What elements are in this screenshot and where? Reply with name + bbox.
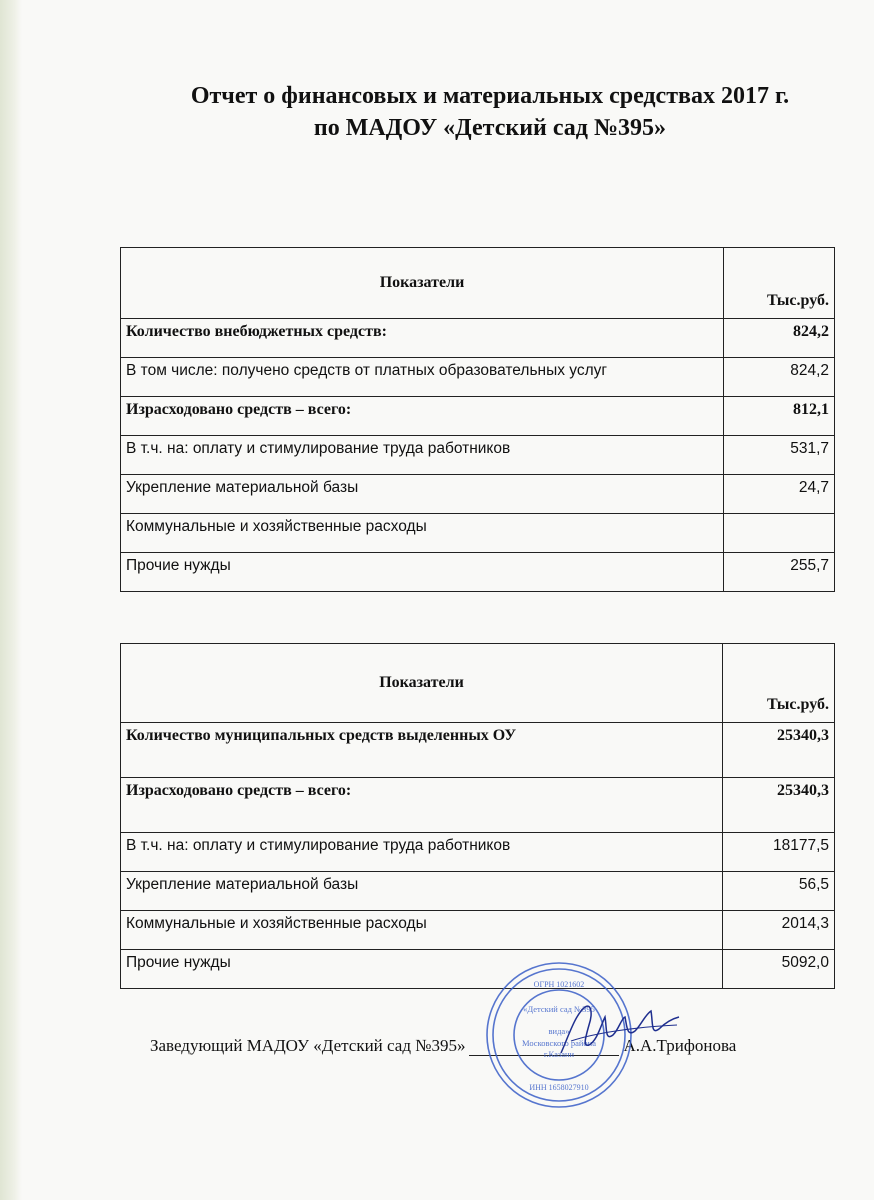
document-title <box>120 80 860 144</box>
row-label: Коммунальные и хозяйственные расходы <box>121 911 723 950</box>
row-value: 824,2 <box>724 319 835 358</box>
row-label: Прочие нужды <box>121 950 723 989</box>
table-row <box>121 950 835 989</box>
municipal-table <box>120 643 835 989</box>
row-label: В т.ч. на: оплату и стимулирование труда работников <box>121 436 724 475</box>
row-value: 531,7 <box>724 436 835 475</box>
row-value: 18177,5 <box>723 833 835 872</box>
row-label: Прочие нужды <box>121 553 724 592</box>
row-label: В том числе: получено средств от платных образовательных услуг <box>121 358 724 397</box>
table-row <box>121 872 835 911</box>
stamp-line-2: вида» <box>548 1026 570 1036</box>
row-value: 25340,3 <box>723 723 835 778</box>
title-line-2: по МАДОУ «Детский сад №395» <box>313 115 667 141</box>
row-value: 24,7 <box>724 475 835 514</box>
signatory-name: А.А.Трифонова <box>623 1036 737 1055</box>
row-label: В т.ч. на: оплату и стимулирование труда работников <box>121 833 723 872</box>
row-value: 2014,3 <box>723 911 835 950</box>
row-value: 255,7 <box>724 553 835 592</box>
stamp-line-1: «Детский сад №395 <box>523 1004 595 1014</box>
row-value: 25340,3 <box>723 778 835 833</box>
table-row <box>121 553 835 592</box>
table-row <box>121 833 835 872</box>
row-label: Количество внебюджетных средств: <box>121 319 724 358</box>
stamp-line-3: Московского района <box>521 1038 597 1048</box>
table-row <box>121 358 835 397</box>
handwritten-signature <box>555 995 685 1065</box>
row-label: Количество муниципальных средств выделенных ОУ <box>121 723 723 778</box>
row-label: Коммунальные и хозяйственные расходы <box>121 514 724 553</box>
row-label: Израсходовано средств – всего: <box>121 397 724 436</box>
table-row <box>121 514 835 553</box>
table-header-row <box>121 644 835 723</box>
stamp-ogrn: ОГРН 1021602 <box>533 980 585 989</box>
header-thousand-rub: Тыс.руб. <box>723 644 835 723</box>
header-indicators: Показатели <box>121 248 724 319</box>
header-indicators: Показатели <box>121 644 723 723</box>
row-label: Израсходовано средств – всего: <box>121 778 723 833</box>
table-row <box>121 475 835 514</box>
table-row <box>121 911 835 950</box>
table-row <box>121 397 835 436</box>
table-row <box>121 778 835 833</box>
title-line-1: Отчет о финансовых и материальных средствах 2017 г. <box>190 83 790 109</box>
stamp-inn: ИНН 1658027910 <box>529 1083 589 1092</box>
page-edge <box>0 0 22 1200</box>
table-row <box>121 723 835 778</box>
row-label: Укрепление материальной базы <box>121 872 723 911</box>
row-value <box>724 514 835 553</box>
row-value: 812,1 <box>724 397 835 436</box>
extrabudget-table <box>120 247 835 592</box>
row-value: 56,5 <box>723 872 835 911</box>
header-thousand-rub: Тыс.руб. <box>724 248 835 319</box>
table-row <box>121 436 835 475</box>
row-label: Укрепление материальной базы <box>121 475 724 514</box>
table-header-row <box>121 248 835 319</box>
row-value: 5092,0 <box>723 950 835 989</box>
signatory-position: Заведующий МАДОУ «Детский сад №395» <box>150 1036 466 1055</box>
row-value: 824,2 <box>724 358 835 397</box>
stamp-line-4: г.Казани <box>543 1049 575 1059</box>
table-row <box>121 319 835 358</box>
